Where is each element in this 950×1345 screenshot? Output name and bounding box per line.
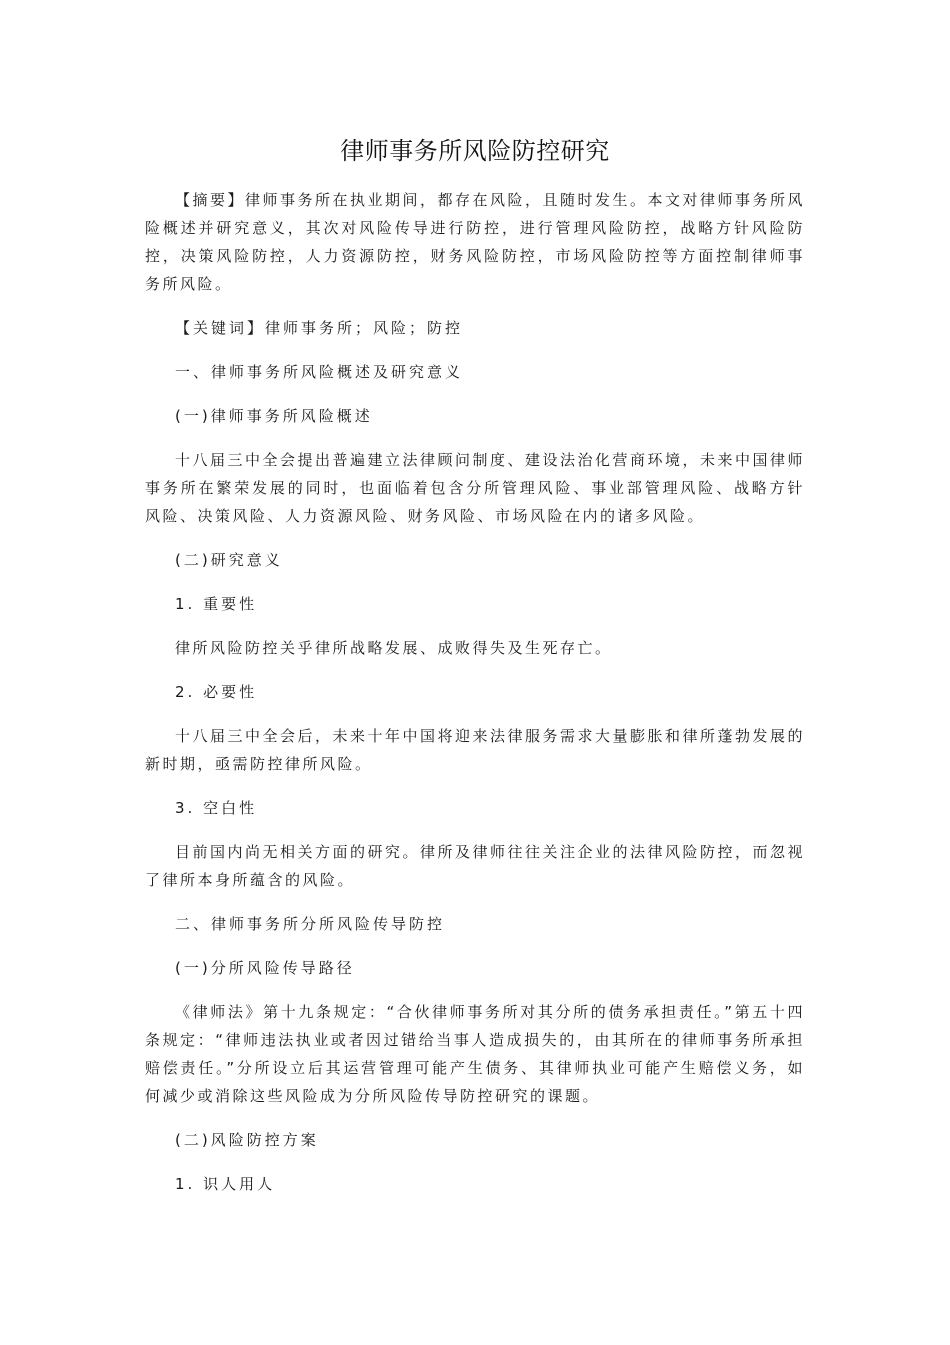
body-paragraph-blank: 目前国内尚无相关方面的研究。律所及律师往往关注企业的法律风险防控，而忽视了律所本身所蕴含的风险。 xyxy=(145,843,806,889)
subsection-heading-1-2: (二)研究意义 xyxy=(175,551,283,569)
page-title: 律师事务所风险防控研究 xyxy=(340,137,610,165)
subsection-heading-1-1: (一)律师事务所风险概述 xyxy=(175,407,373,425)
item-heading-blank: 3. 空白性 xyxy=(175,799,258,817)
item-heading-recruit: 1. 识人用人 xyxy=(175,1175,276,1193)
section-heading-2: 二、律师事务所分所风险传导防控 xyxy=(175,915,446,933)
body-paragraph-necessity: 十八届三中全会后，未来十年中国将迎来法律服务需求大量膨胀和律所蓬勃发展的新时期，亟需防控律所风险。 xyxy=(145,727,806,773)
document-body xyxy=(145,186,805,1214)
abstract-paragraph: 【摘要】律师事务所在执业期间，都存在风险，且随时发生。本文对律师事务所风险概述并研究意义，其次对风险传导进行防控，进行管理风险防控，战略方针风险防控，决策风险防控，人力资源防控，财务风险防控，市场风险防控等方面控制律师事务所风险。 xyxy=(145,191,806,293)
body-paragraph-importance: 律所风险防控关乎律所战略发展、成败得失及生死存亡。 xyxy=(175,639,613,657)
body-paragraph-1-1: 十八届三中全会提出普遍建立法律顾问制度、建设法治化营商环境，未来中国律师事务所在繁荣发展的同时，也面临着包含分所管理风险、事业部管理风险、战略方针风险、决策风险、人力资源风险、财务风险、市场风险在内的诸多风险。 xyxy=(145,451,806,525)
item-heading-necessity: 2. 必要性 xyxy=(175,683,258,701)
subsection-heading-2-2: (二)风险防控方案 xyxy=(175,1131,319,1149)
item-heading-importance: 1. 重要性 xyxy=(175,595,258,613)
body-paragraph-2-1: 《律师法》第十九条规定：“合伙律师事务所对其分所的债务承担责任。”第五十四条规定：“律师违法执业或者因过错给当事人造成损失的，由其所在的律师事务所承担赔偿责任。”分所设立后其运营管理可能产生债务、其律师执业可能产生赔偿义务，如何减少或消除这些风险成为分所风险传导防控研究的课题。 xyxy=(145,1003,805,1105)
section-heading-1: 一、律师事务所风险概述及研究意义 xyxy=(175,363,464,381)
subsection-heading-2-1: (一)分所风险传导路径 xyxy=(175,959,355,977)
keywords-line: 【关键词】律师事务所；风险；防控 xyxy=(175,319,464,337)
